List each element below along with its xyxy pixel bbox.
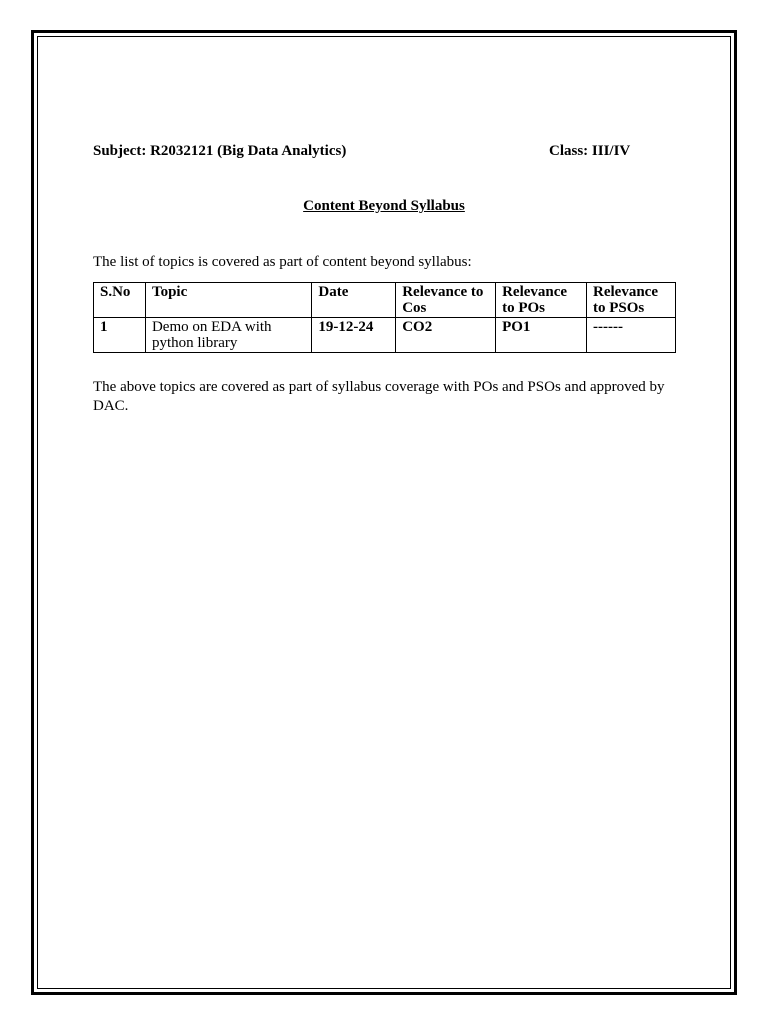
page-border-inner xyxy=(37,36,731,989)
column-header-sno: S.No xyxy=(94,283,146,318)
subject-label: Subject: R2032121 (Big Data Analytics) xyxy=(93,143,347,159)
cell-psos: ------ xyxy=(587,318,676,353)
page-title: Content Beyond Syllabus xyxy=(303,198,465,214)
column-header-date: Date xyxy=(312,283,396,318)
column-header-relevance-pos: Relevance to POs xyxy=(496,283,587,318)
intro-text: The list of topics is covered as part of content beyond syllabus: xyxy=(93,254,472,270)
column-header-relevance-psos: Relevance to PSOs xyxy=(587,283,676,318)
column-header-relevance-cos: Relevance to Cos xyxy=(396,283,496,318)
table-header-row xyxy=(94,283,676,318)
cell-pos: PO1 xyxy=(496,318,587,353)
table-row xyxy=(94,318,676,353)
cell-sno: 1 xyxy=(94,318,146,353)
cell-date: 19-12-24 xyxy=(312,318,396,353)
cell-cos: CO2 xyxy=(396,318,496,353)
cell-topic: Demo on EDA with python library xyxy=(145,318,311,353)
closing-text: The above topics are covered as part of syllabus coverage with POs and PSOs and approved by DAC. xyxy=(93,379,665,414)
column-header-topic: Topic xyxy=(145,283,311,318)
topics-table xyxy=(93,282,676,353)
class-label: Class: III/IV xyxy=(549,143,631,159)
